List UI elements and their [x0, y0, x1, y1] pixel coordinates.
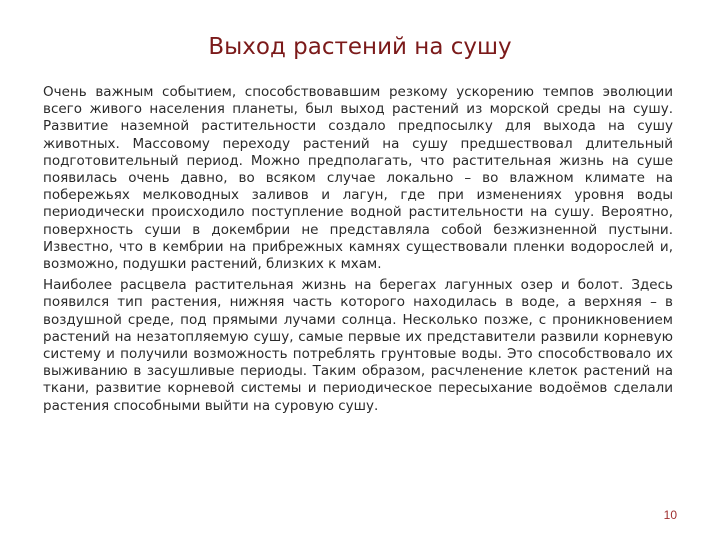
paragraph-2: Наиболее расцвела растительная жизнь на берегах лагунных озер и болот. Здесь появился тип растения, нижняя часть которого находилась в воде, а верхняя – в воздушной среде, под прямыми лучами солнца. Несколько позже, с проникновением растений на незатопляемую сушу, самые первые их представители развили корневую систему и получили возможность потреблять грунтовые воды. Это способствовало их выживанию в засушливые периоды. Таким образом, расчленение клеток растений на ткани, развитие корневой системы и периодическое пересыхание водоёмов сделали растения способными выйти на суровую сушу. [43, 277, 673, 414]
slide-body [43, 84, 673, 419]
slide-title: Выход растений на сушу [208, 34, 512, 60]
paragraph-1: Очень важным событием, способствовавшим резкому ускорению темпов эволюции всего живого населения планеты, был выход растений из морской среды на сушу. Развитие наземной растительности создало предпосылку для выхода на сушу животных. Массовому переходу растений на сушу предшествовал длительный подготовительный период. Можно предполагать, что растительная жизнь на суше появилась очень давно, во всяком случае локально – во влажном климате на побережьях мелководных заливов и лагун, где при изменениях уровня воды периодически происходило поступление водной растительности на сушу. Вероятно, поверхность суши в докембрии не представляла собой безжизненной пустыни. Известно, что в кембрии на прибрежных камнях существовали пленки водорослей и, возможно, подушки растений, близких к мхам. [43, 84, 673, 273]
page-number: 10 [663, 508, 677, 522]
